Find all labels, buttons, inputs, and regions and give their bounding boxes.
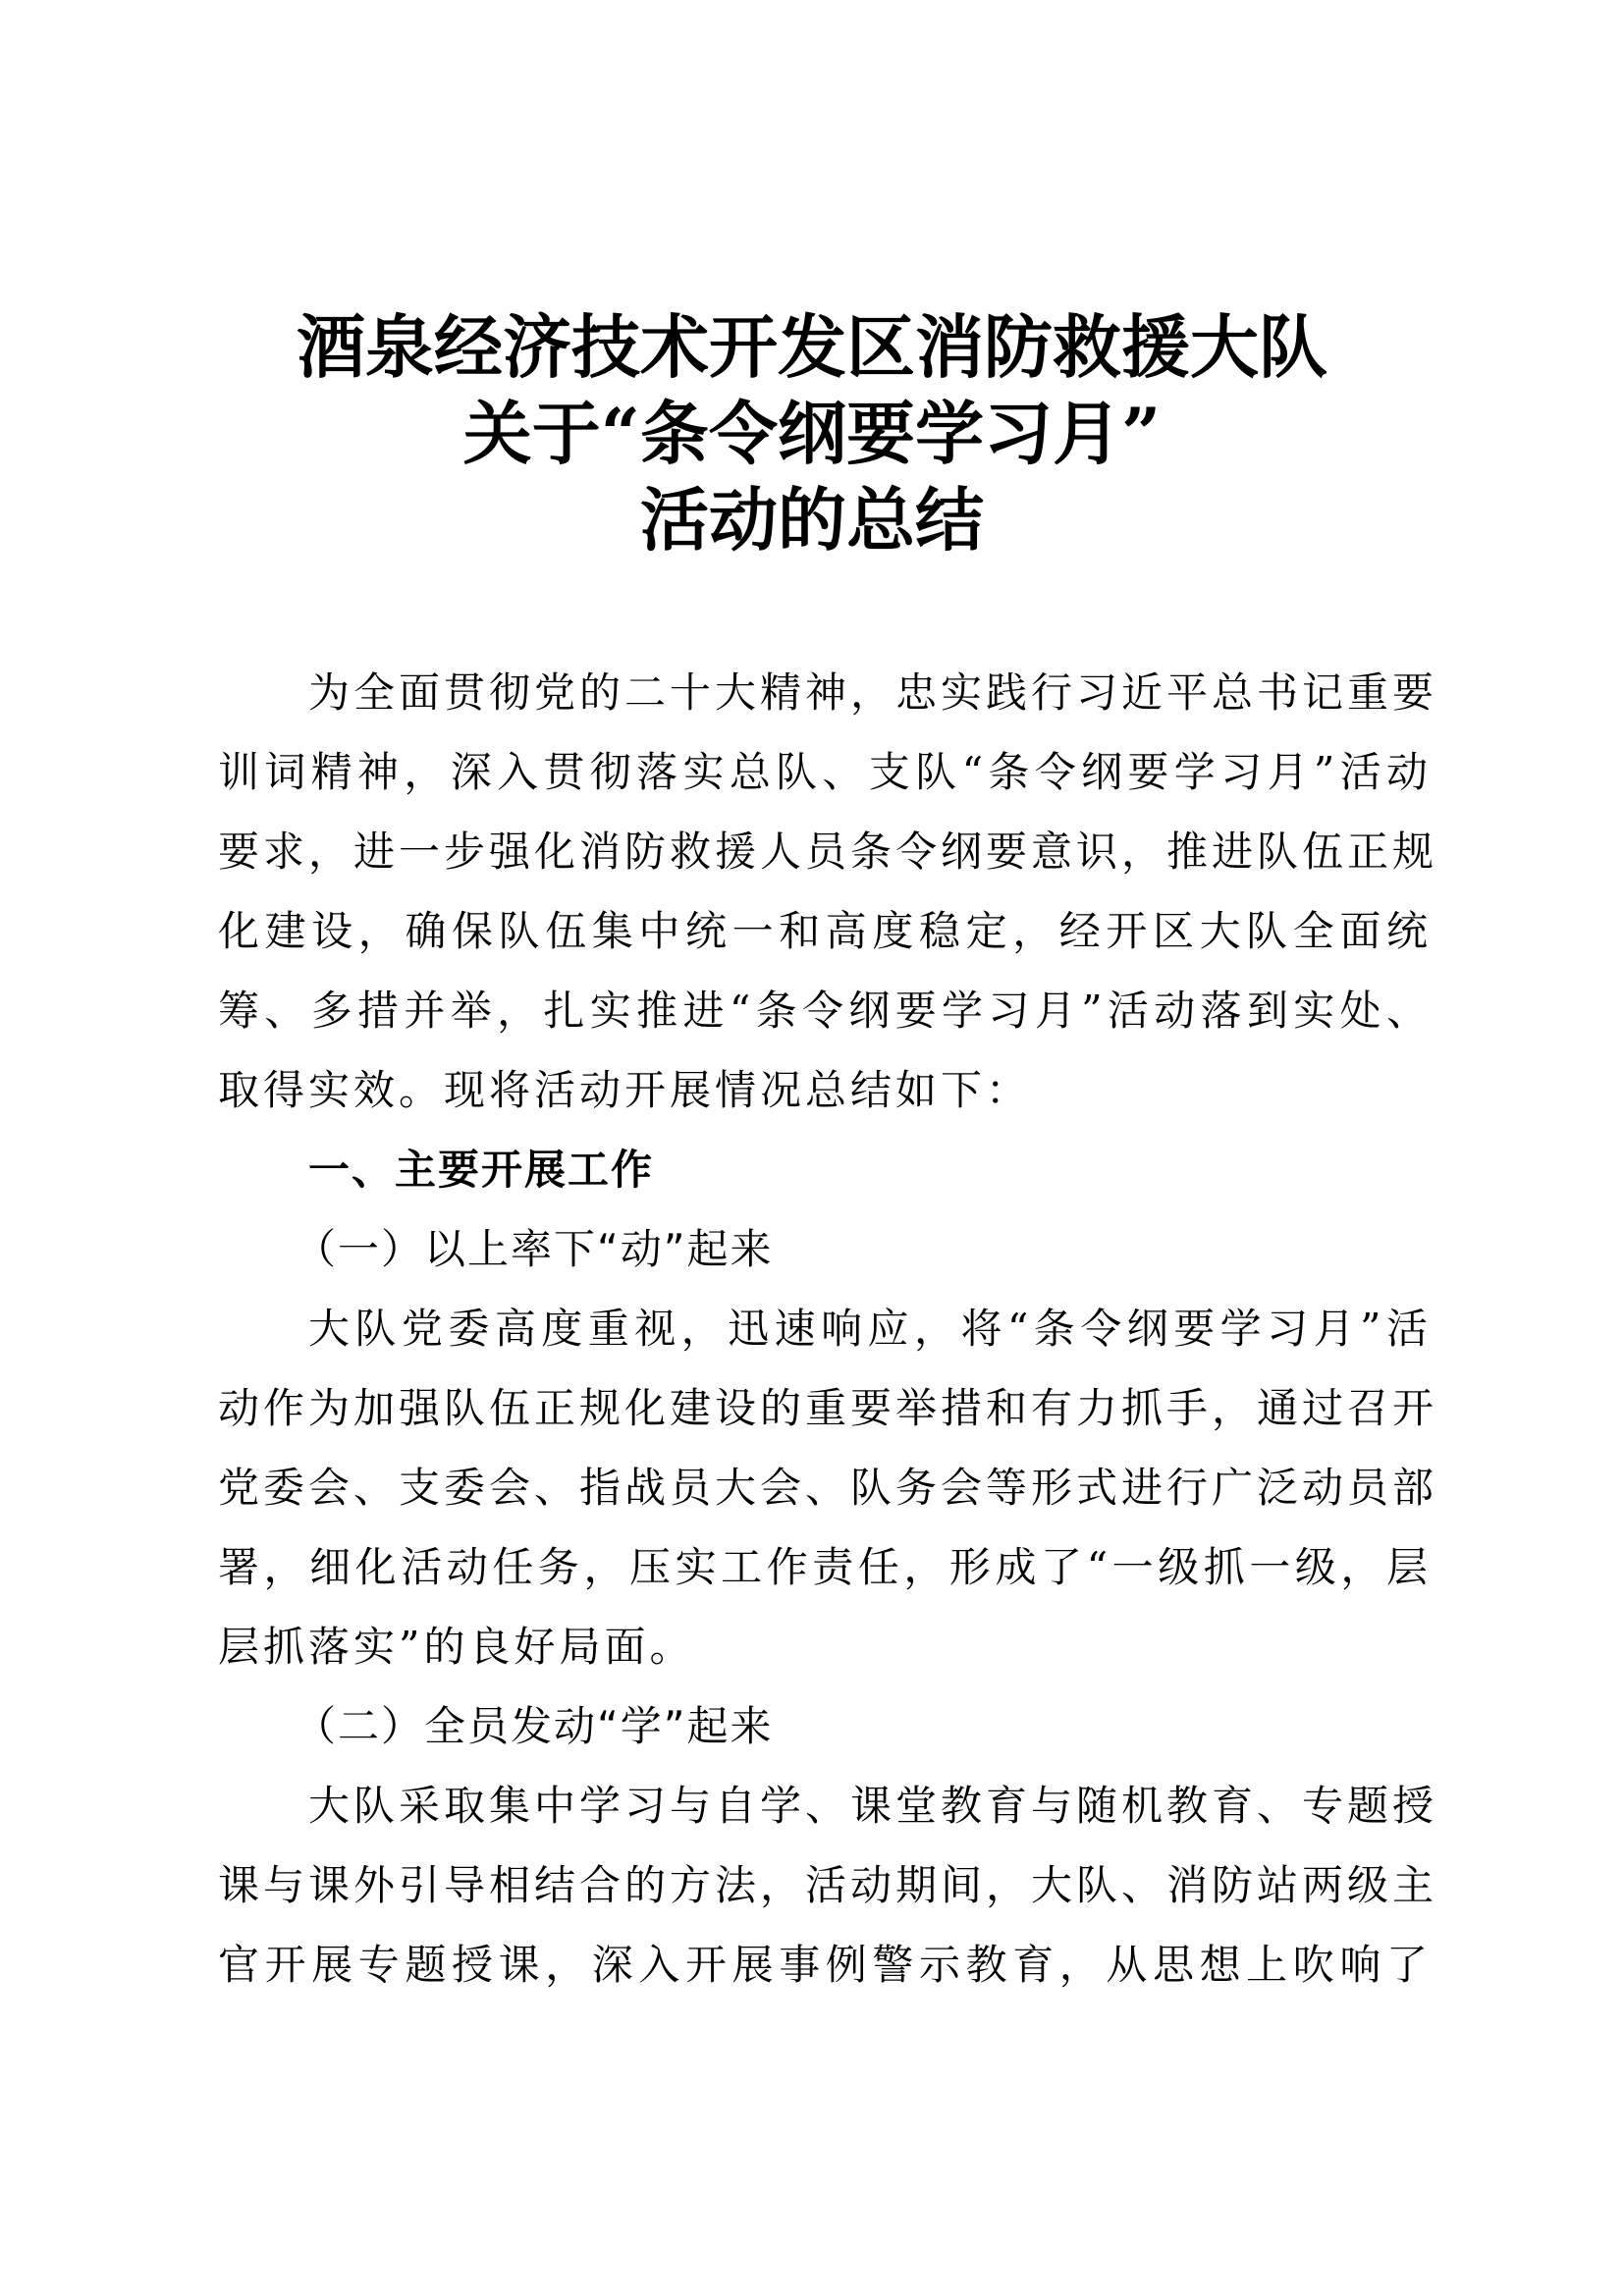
text-line: 党委会、支委会、指战员大会、队务会等形式进行广泛动员部 bbox=[218, 1464, 1438, 1512]
text-line: 层抓落实”的良好局面。 bbox=[218, 1623, 695, 1671]
text-line: 要求，进一步强化消防救援人员条令纲要意识，推进队伍正规 bbox=[218, 828, 1438, 876]
intro-paragraph bbox=[218, 653, 1438, 1130]
text-line: 取得实效。现将活动开展情况总结如下： bbox=[218, 1066, 1032, 1114]
text-line: 筹、多措并举，扎实推进“条令纲要学习月”活动落到实处、 bbox=[218, 987, 1432, 1035]
text-line: 训词精神，深入贯彻落实总队、支队“条令纲要学习月”活动 bbox=[218, 748, 1432, 796]
title-line-1: 酒泉经济技术开发区消防救援大队 bbox=[297, 306, 1327, 388]
text-line: 大队采取集中学习与自学、课堂教育与随机教育、专题授 bbox=[308, 1782, 1438, 1830]
text-line: 大队党委高度重视，迅速响应，将“条令纲要学习月”活 bbox=[308, 1305, 1432, 1353]
title-line-2: 关于“条令纲要学习月” bbox=[462, 393, 1162, 474]
title-line-3: 活动的总结 bbox=[640, 479, 984, 561]
text-line: 为全面贯彻党的二十大精神，忠实践行习近平总书记重要 bbox=[308, 668, 1438, 717]
subsection-1-paragraph bbox=[218, 1289, 1438, 1686]
section-heading: 一、主要开展工作 bbox=[308, 1146, 655, 1194]
text-line: 课与课外引导相结合的方法，活动期间，大队、消防站两级主 bbox=[218, 1861, 1438, 1909]
text-line: 化建设，确保队伍集中统一和高度稳定，经开区大队全面统 bbox=[218, 907, 1432, 955]
subsection-heading: （一）以上率下“动”起来 bbox=[295, 1225, 774, 1273]
document-body bbox=[218, 653, 1438, 2004]
text-line: 动作为加强队伍正规化建设的重要举措和有力抓手，通过召开 bbox=[218, 1384, 1438, 1432]
subsection-heading: （二）全员发动“学”起来 bbox=[295, 1702, 774, 1750]
text-line: 署，细化活动任务，压实工作责任，形成了“一级抓一级，层 bbox=[218, 1543, 1432, 1591]
text-line: 官开展专题授课，深入开展事例警示教育，从思想上吹响了 bbox=[218, 1941, 1432, 1989]
document-title bbox=[0, 304, 1624, 563]
subsection-2-paragraph bbox=[218, 1766, 1438, 2004]
